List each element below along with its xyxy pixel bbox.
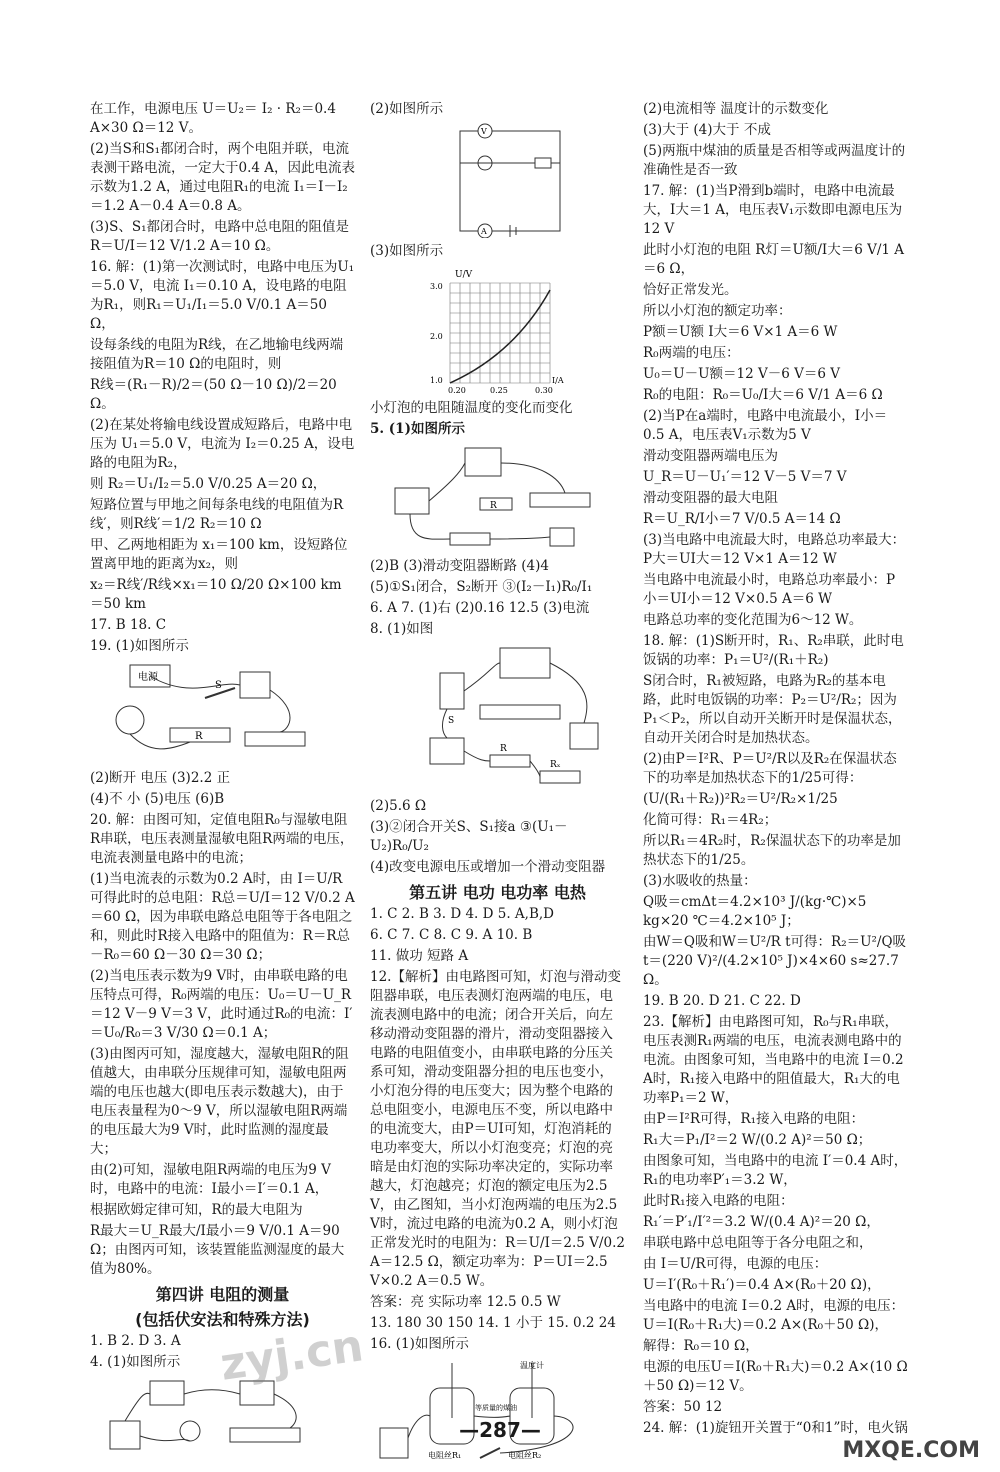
c3-line-20: S闭合时，R₁被短路，电路为R₂的基本电路，此时电饭锅的功率：P₂＝U²/R₂；因为P₁＜P₂，所以自动开关断开时是保温状态，自动开关闭合时是加热状态。 [643,673,902,746]
c1end-line-0: 1. B 2. D 3. A [90,1333,181,1349]
graph-xtick-2: 0.30 [535,386,553,395]
c2a-line-3: 8. (1)如图 [370,621,434,637]
c3-line-29: 23.【解析】由电路图可知，R₀与R₁串联，电压表测R₁两端的电压，电流表测电路中的电流。由图象可知，当电路中的电流 I＝0.2 A时，R₁接入电路中的阻值最大，R₁大的电功率P₁＝2 W， [643,1014,904,1106]
c1b-line-2: 20. 解：由图可知，定值电阻R₀与湿敏电阻R串联，电压表测量湿敏电阻R两端的电压，电流表测量电路中的电流； [90,812,354,866]
c1a-line-3: 16. 解：(1)第一次测试时，电路中电压为U₁＝5.0 V，电流 I₁＝0.10 A，设电路的电阻为R₁，则R₁＝U₁/I₁＝5.0 V/0.1 A＝50 Ω， [90,259,355,332]
c1b-line-5: (3)由图丙可知，湿度越大，湿敏电阻R的阻值越大，由串联分压规律可知，湿敏电阻两端的电压也越大(即电压表示数越大)，由于电压表量程为0～9 V，所以湿敏电阻R两端的电压最大为9 V时，此时监测的湿度最大； [90,1046,349,1157]
c3-line-31: R₁大＝P₁/I²＝2 W/(0.2 A)²＝50 Ω； [643,1132,872,1148]
fig8-label-s: S [448,716,455,726]
c3-line-21: (2)由P＝I²R、P＝U²/R以及R₂在保温状态下的功率是加热状态下的1/25可得： [643,751,897,786]
c1a-line-11: 17. B 18. C [90,617,167,633]
graph-ytick-2: 1.0 [430,376,443,385]
c2c-line-0: 1. C 2. B 3. D 4. D 5. A,B,D [370,906,554,922]
c2b-line-2: (4)改变电源电压或增加一个滑动变阻器 [370,859,606,875]
fig5-label-r: R [490,501,497,511]
fig19-label-r: R [195,731,203,742]
c1a-line-9: 甲、乙两地相距为 x₁＝100 km，设短路位置离甲地的距离为x₂，则 [90,537,348,572]
c1a-line-4: 设每条线的电阻为R线，在乙地输电线两端接阻值为R＝10 Ω的电阻时，则 [90,337,344,372]
lecture4-subtitle: (包括伏安法和特殊方法) [135,1310,310,1329]
c3-line-25: (3)水吸收的热量： [643,873,757,889]
fig2-label-v: V [481,127,487,136]
c3-line-3: 17. 解：(1)当P滑到b端时，电路中电流最大，I大＝1 A，电压表V₁示数即电源电压为12 V [643,183,903,237]
graph-figure-3 [370,265,570,395]
c3-line-18: 电路总功率的变化范围为6～12 W。 [643,612,863,628]
c3-line-12: 滑动变阻器两端电压为 [643,448,778,464]
c2c-line-6: 16. (1)如图所示 [370,1336,469,1352]
fig16-label-thermo: 温度计 [520,1361,544,1370]
c3-line-10: R₀的电阻：R₀＝U₀/I大＝6 V/1 A＝6 Ω [643,387,883,403]
column-3 [643,100,908,1440]
c3-line-36: 由 I＝U/R可得，电源的电压： [643,1256,828,1272]
c1b-line-7: 根据欧姆定律可知，R的最大电阻为 [90,1202,303,1218]
page-number: —287— [459,1418,541,1442]
c2a-line-2: 6. A 7. (1)右 (2)0.16 12.5 (3)电流 [370,600,590,616]
c3-line-19: 18. 解：(1)S断开时，R₁、R₂串联，此时电饭锅的功率：P₁＝U²/(R₁＋R₂) [643,633,904,668]
c2-line-2: 小灯泡的电阻随温度的变化而变化 [370,400,573,416]
fig8-label-r: R [500,744,507,754]
c3-line-6: 所以小灯泡的额定功率： [643,303,792,319]
graph-ytick-1: 2.0 [430,332,443,341]
c1b-line-0: (2)断开 电压 (3)2.2 正 [90,770,231,786]
lecture4-title: 第四讲 电阻的测量 [155,1285,290,1304]
column-1 [90,100,355,1460]
c3-line-0: (2)电流相等 温度计的示数变化 [643,101,829,117]
c2c-line-3: 12.【解析】由电路图可知，灯泡与滑动变阻器串联，电压表测灯泡两端的电压，电流表测电路中的电流；闭合开关后，向左移动滑动变阻器的滑片，滑动变阻器接入电路的电阻值变小，由串联电路的分压关系可知，滑动变阻器分担的电压也变小，小灯泡分得的电压变大；因为整个电路的总电阻变小，电源电压不变，所以电路中的电流变大，由P＝UI可知，灯泡消耗的电功率变大，所以小灯泡变亮；灯泡的亮暗是由灯泡的实际功率决定的，实际功率越大，灯泡越亮；灯泡的额定电压为2.5 V，由乙图知，当小灯泡两端的电压为2.5 V时，流过电路的电流为0.2 A，则小灯泡正常发光时的电阻为：R＝U/I＝2.5 V/0.2 A＝12.5 Ω，额定功率为：P＝UI＝2.5 V×0.2 A＝0.5 W。 [370,969,625,1289]
c3-line-4: 此时小灯泡的电阻 R灯＝U额/I大＝6 V/1 A＝6 Ω， [643,242,905,277]
c2c-line-4: 答案：亮 实际功率 12.5 0.5 W [370,1294,561,1310]
circuit-figure-16 [370,1358,600,1468]
c1b-line-3: (1)当电流表的示数为0.2 A时，由 I＝U/R可得此时的总电阻：R总＝U/I＝12 V/0.2 A＝60 Ω，因为串联电路总电阻等于各电阻之和，则此时R接入电路中的阻值为：R＝R总－R₀＝60 Ω－30 Ω＝30 Ω； [90,871,355,963]
c3-line-16: (3)当电路中电流最大时，电路总功率最大：P大＝UI大＝12 V×1 A＝12 W [643,532,906,567]
c1a-line-0: 在工作，电源电压 U＝U₂＝ I₂ · R₂＝0.4 A×30 Ω＝12 V。 [90,101,336,136]
c3-line-34: R₁′＝P′₁/I′²＝3.2 W/(0.4 A)²＝20 Ω， [643,1214,880,1230]
c1a-line-10: x₂＝R线′/R线×x₁＝10 Ω/20 Ω×100 km＝50 km [90,577,342,612]
c3-line-35: 串联电路中总电阻等于各分电阻之和， [643,1235,873,1251]
graph-xlabel: I/A [552,376,564,385]
c2c-line-1: 6. C 7. C 8. C 9. A 10. B [370,927,533,943]
c1b-line-8: R最大＝U_R最大/I最小＝9 V/0.1 A＝90 Ω；由图丙可知，该装置能监测湿度的最大值为80%。 [90,1223,345,1277]
c3-line-22: (U/(R₁＋R₂))²R₂＝U²/R₂×1/25 [643,791,838,807]
circuit-figure-8 [370,643,600,793]
circuit-figure-5 [370,443,600,553]
circuit-figure-19 [90,660,320,765]
c3-line-26: Q吸＝cmΔt＝4.2×10³ J/(kg·℃)×5 kg×20 ℃＝4.2×10⁵ J； [643,894,867,929]
fig19-label-s: S [215,680,222,691]
c1a-line-6: (2)在某处将输电线设置成短路后，电路中电压为 U₁＝5.0 V，电流为 I₂＝0.25 A，设电路的电阻为R₂， [90,417,355,471]
c3-line-42: 24. 解：(1)旋钮开关置于“0和1”时，电火锅 [643,1420,908,1436]
c3-line-9: U₀＝U－U额＝12 V－6 V＝6 V [643,366,841,382]
c3-line-28: 19. B 20. D 21. C 22. D [643,993,801,1009]
c3-line-8: R₀两端的电压： [643,345,740,361]
c1a-line-2: (3)S、S₁都闭合时，电路中总电阻的阻值是 R＝U/I＝12 V/1.2 A＝10 Ω。 [90,219,350,254]
c1end-line-1: 4. (1)如图所示 [90,1354,181,1370]
watermark-corner: MXQE.COM [842,1438,980,1463]
c2a-line-0: (2)B (3)滑动变阻器断路 (4)4 [370,558,549,574]
c1a-line-8: 短路位置与甲地之间每条电线的电阻值为R线′，则R线′＝1/2 R₂＝10 Ω [90,497,344,532]
c3-line-33: 此时R₁接入电路的电阻： [643,1193,794,1209]
circuit-figure-2 [370,123,570,238]
c3-line-15: R＝U_R/I小＝7 V/0.5 A＝14 Ω [643,511,841,527]
c1a-line-5: R线＝(R₁－R)/2＝(50 Ω－10 Ω)/2＝20 Ω。 [90,377,337,412]
graph-xtick-1: 0.25 [490,386,508,395]
c3-line-5: 恰好正常发光。 [643,282,738,298]
c2-line-3: 5. (1)如图所示 [370,421,465,437]
c2a-line-1: (5)①S₁闭合，S₂断开 ③(I₂－I₁)R₀/I₁ [370,579,593,595]
c3-line-37: U＝I′(R₀＋R₁′)＝0.4 A×(R₀＋20 Ω)， [643,1277,881,1293]
c3-line-27: 由W＝Q吸和W＝U²/R t可得：R₂＝U²/Q吸 t＝(220 V)²/(4.2×10⁵ J)×4×60 s≈27.7 Ω。 [643,934,907,988]
c3-line-30: 由P＝I²R可得，R₁接入电路的电阻： [643,1111,865,1127]
lecture5-title: 第五讲 电功 电功率 电热 [409,883,586,902]
fig16-label-r2: 电阻丝R₂ [508,1451,542,1460]
c1a-line-1: (2)当S和S₁都闭合时，两个电阻并联，电流表测干路电流，一定大于0.4 A，因此电流表示数为1.2 A，通过电阻R₁的电流 I₁＝I－I₂＝1.2 A－0.4 A＝0.8 A。 [90,141,356,214]
graph-ytick-0: 3.0 [430,282,443,291]
c1a-line-7: 则 R₂＝U₁/I₂＝5.0 V/0.25 A＝20 Ω， [90,476,327,492]
c3-line-41: 答案：50 12 [643,1399,723,1415]
graph-xtick-0: 0.20 [448,386,466,395]
c3-line-7: P额＝U额 I大＝6 V×1 A＝6 W [643,324,838,340]
c3-line-39: 解得：R₀＝10 Ω， [643,1338,759,1354]
c3-line-24: 所以R₁＝4R₂时，R₂保温状态下的功率是加热状态下的1/25。 [643,833,901,868]
c3-line-23: 化简可得：R₁＝4R₂； [643,812,778,828]
fig2-label-a: A [481,227,487,236]
c3-line-38: 当电路中的电流 I＝0.2 A时，电源的电压：U＝I(R₀＋R₁大)＝0.2 A×(R₀＋50 Ω)， [643,1298,905,1333]
c2c-line-2: 11. 做功 短路 A [370,948,469,964]
c2-line-1: (3)如图所示 [370,243,444,259]
graph-ylabel: U/V [455,270,473,280]
fig16-label-oil: 等质量的煤油 [475,1404,517,1412]
c2-line-0: (2)如图所示 [370,101,444,117]
circuit-figure-4 [90,1376,320,1456]
c1b-line-1: (4)不 小 (5)电压 (6)B [90,791,225,807]
c3-line-2: (5)两瓶中煤油的质量是否相等或两温度计的准确性是否一致 [643,143,906,178]
c3-line-13: U_R＝U－U₁′＝12 V－5 V＝7 V [643,469,847,485]
c2b-line-1: (3)②闭合开关S、S₁接a ③(U₁－U₂)R₀/U₂ [370,819,568,854]
fig19-label-source: 电源 [138,672,158,683]
c1a-line-12: 19. (1)如图所示 [90,638,189,654]
c3-line-11: (2)当P在a端时，电路中电流最小，I小＝0.5 A，电压表V₁示数为5 V [643,408,888,443]
c3-line-1: (3)大于 (4)大于 不成 [643,122,771,138]
column-2 [370,100,625,1472]
c3-line-40: 电源的电压U＝I(R₀＋R₁大)＝0.2 A×(10 Ω＋50 Ω)＝12 V。 [643,1359,908,1394]
c3-line-32: 由图象可知，当电路中的电流 I′＝0.4 A时，R₁的电功率P′₁＝3.2 W， [643,1153,908,1188]
c3-line-14: 滑动变阻器的最大电阻 [643,490,778,506]
c1b-line-4: (2)当电压表示数为9 V时，由串联电路的电压特点可得，R₀两端的电压：U₀＝U－U_R＝12 V－9 V＝3 V，此时通过R₀的电流：I′＝U₀/R₀＝3 V/30 Ω＝0.1 A； [90,968,353,1041]
c2b-line-0: (2)5.6 Ω [370,798,427,814]
fig16-label-r1: 电阻丝R₁ [428,1451,462,1460]
fig8-label-rx: Rₓ [550,760,561,770]
c1b-line-6: 由(2)可知，湿敏电阻R两端的电压为9 V时，电路中的电流：I最小＝I′＝0.1 A， [90,1162,331,1197]
watermark-center: zyj.cn [217,1320,367,1391]
c3-line-17: 当电路中电流最小时，电路总功率最小：P小＝UI小＝12 V×0.5 A＝6 W [643,572,896,607]
c2c-line-5: 13. 180 30 150 14. 1 小于 15. 0.2 24 [370,1315,616,1331]
